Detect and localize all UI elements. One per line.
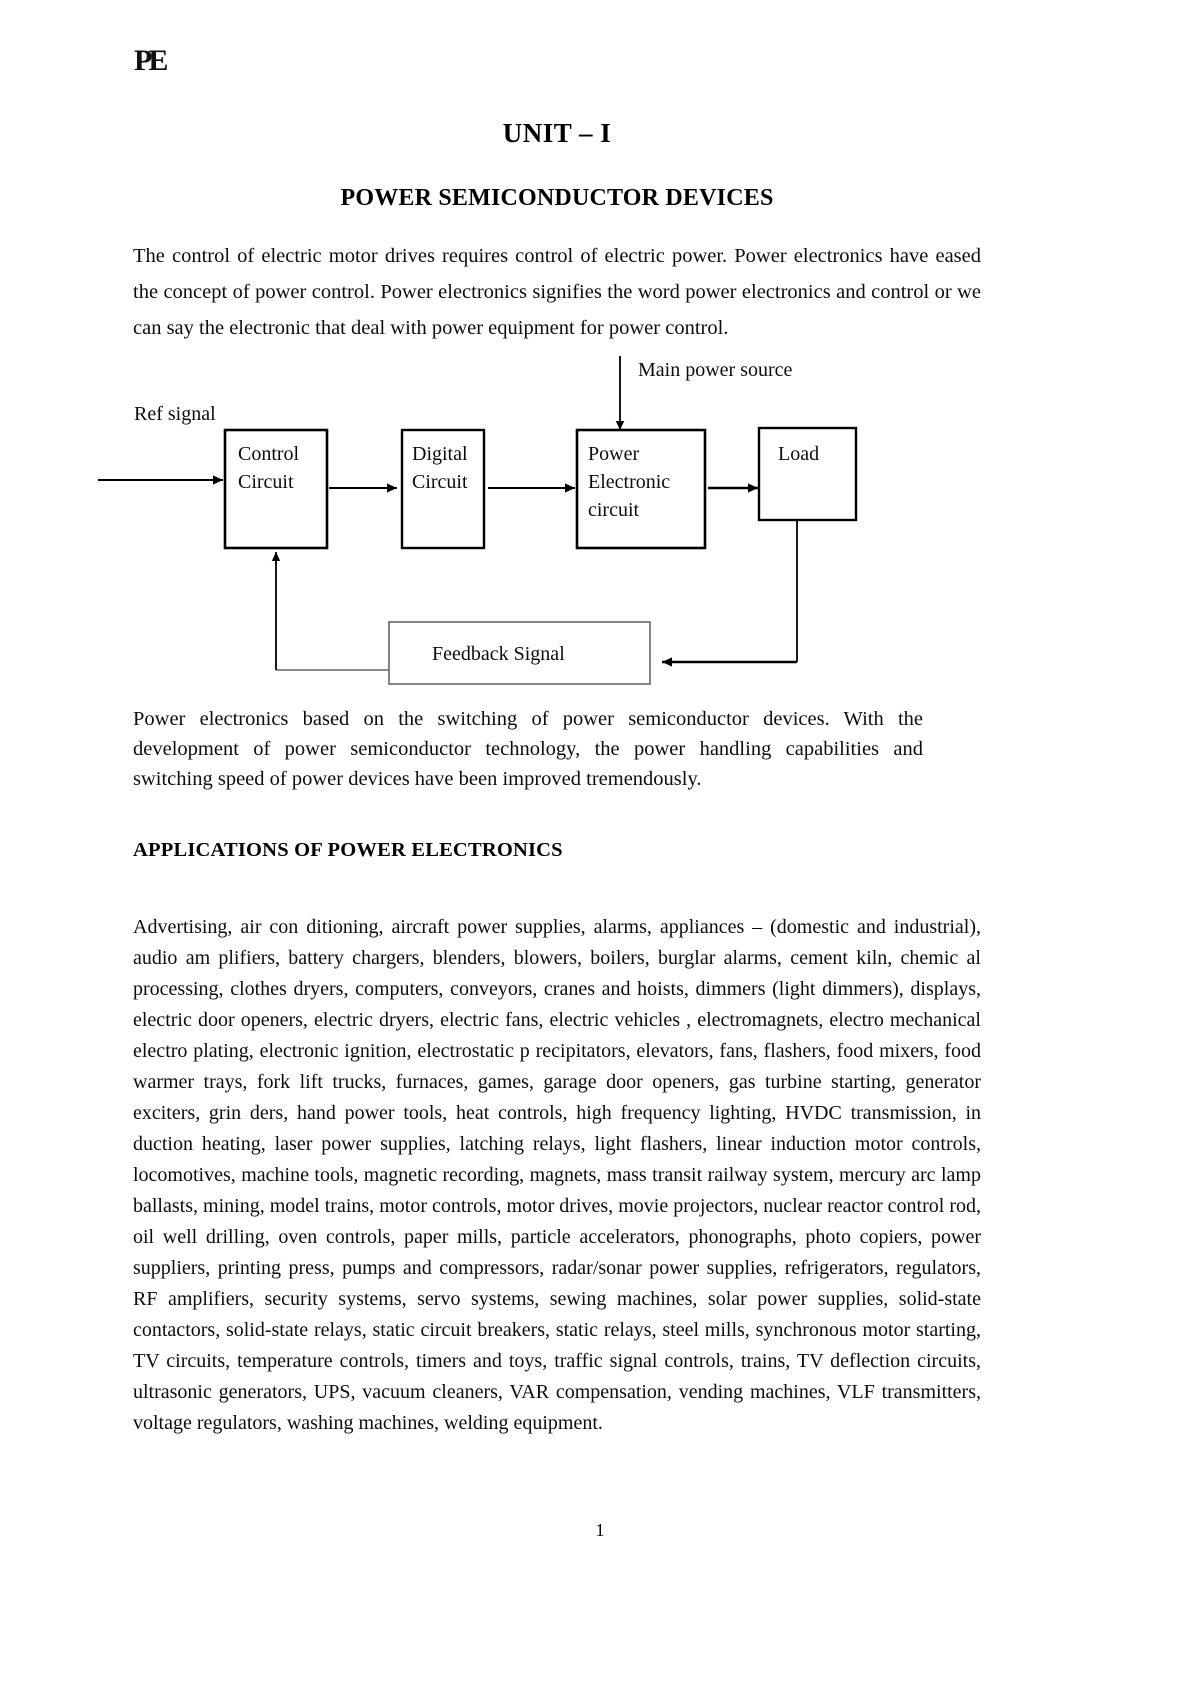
block-feedback-signal-label: Feedback Signal (432, 643, 565, 665)
block-power-electronic-line2: Electronic (588, 471, 671, 493)
block-feedback-signal (389, 622, 650, 684)
block-digital-circuit-line1: Digital (412, 443, 468, 465)
intro-paragraph: The control of electric motor drives requires control of electric power. Power electronics have eased the concept of power control. Power electronics signifies the word power electronics and control or we can say the electronic that deal with power equipment for power control. (133, 245, 981, 339)
applications-heading: APPLICATIONS OF POWER ELECTRONICS (133, 839, 563, 861)
power-electronics-block-diagram (90, 348, 990, 700)
block-power-electronic-line1: Power (588, 443, 640, 465)
block-power-electronic-circuit (577, 430, 705, 548)
page-number: 1 (595, 1520, 605, 1540)
block-load-line1: Load (778, 443, 820, 465)
block-digital-circuit (402, 430, 484, 548)
section-title: POWER SEMICONDUCTOR DEVICES (340, 185, 774, 211)
block-control-circuit (225, 430, 327, 548)
block-load (759, 428, 856, 520)
main-power-source-label: Main power source (638, 359, 793, 381)
document-mark: PE (134, 44, 165, 77)
block-control-circuit-line1: Control (238, 443, 300, 465)
middle-paragraph: Power electronics based on the switching of power semiconductor devices. With the development of power semiconductor technology, the power handling capabilities and switching speed of power devices have been improved tremendously. (133, 708, 923, 790)
block-digital-circuit-line2: Circuit (412, 471, 468, 493)
block-control-circuit-line2: Circuit (238, 471, 294, 493)
ref-signal-label: Ref signal (134, 403, 216, 425)
applications-paragraph: Advertising, air con ditioning, aircraft power supplies, alarms, appliances – (domestic and industrial), audio am plifiers, battery chargers, blenders, blowers, boilers, burglar alarms, cement kiln, chemic al processing, clothes dryers, computers, conveyors, cranes and hoists, dimmers (light dimmers), displays, electric door openers, electric dryers, electric fans, electric vehicles , electromagnets, electro mechanical electro plating, electronic ignition, electrostatic p recipitators, elevators, fans, flashers, food mixers, food warmer trays, fork lift trucks, furnaces, games, garage door openers, gas turbine starting, generator exciters, grin ders, hand power tools, heat controls, high frequency lighting, HVDC transmission, in duction heating, laser power supplies, latching relays, light flashers, linear induction motor controls, locomotives, machine tools, magnetic recording, magnets, mass transit railway system, mercury arc lamp ballasts, mining, model trains, motor controls, motor drives, movie projectors, nuclear reactor control rod, oil well drilling, oven controls, paper mills, particle accelerators, phonographs, photo copiers, power suppliers, printing press, pumps and compressors, radar/sonar power supplies, refrigerators, regulators, RF amplifiers, security systems, servo systems, sewing machines, solar power supplies, solid-state contactors, solid-state relays, static circuit breakers, static relays, steel mills, synchronous motor starting, TV circuits, temperature controls, timers and toys, traffic signal controls, trains, TV deflection circuits, ultrasonic generators, UPS, vacuum cleaners, VAR compensation, vending machines, VLF transmitters, voltage regulators, washing machines, welding equipment. (133, 916, 981, 1434)
unit-title: UNIT – I (502, 118, 612, 148)
block-power-electronic-line3: circuit (588, 499, 640, 521)
